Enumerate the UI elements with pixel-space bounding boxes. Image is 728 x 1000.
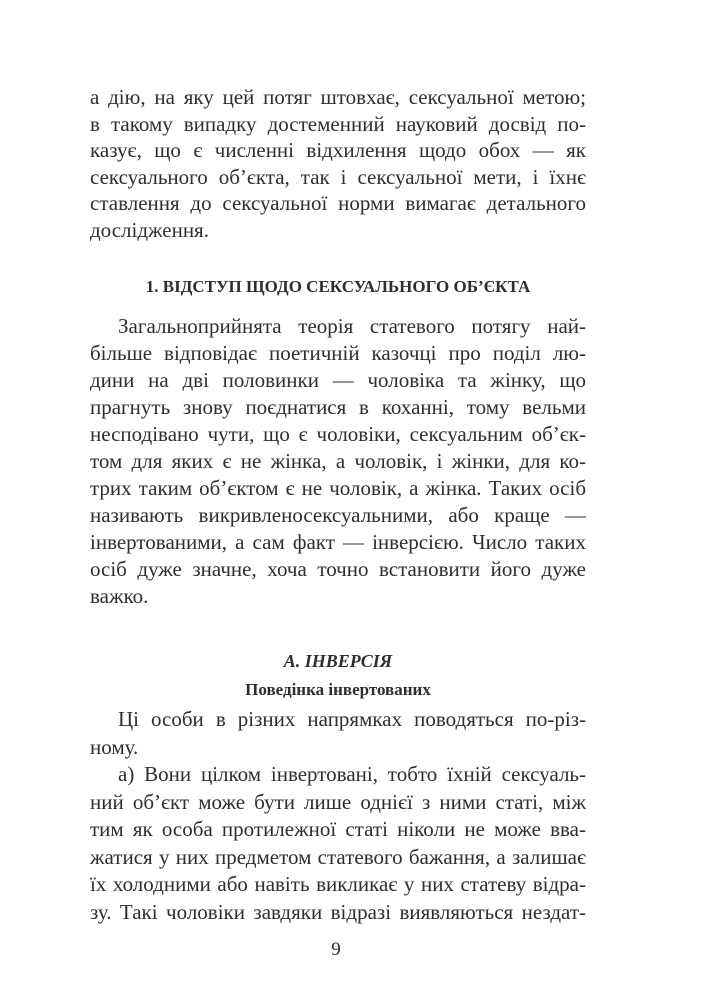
section-heading: 1. ВІДСТУП ЩОДО СЕКСУАЛЬНОГО ОБ’ЄКТА bbox=[145, 277, 531, 296]
page-number: 9 bbox=[331, 939, 341, 960]
text-line: більше відповідає поетичній казочці про поділ лю- bbox=[90, 341, 586, 365]
text-line: казує, що є численні відхилення щодо обох — як bbox=[90, 138, 586, 162]
text-line: том для яких є не жінка, а чоловік, і жінки, для ко- bbox=[90, 449, 586, 473]
text-line: жатися у них предметом статевого бажання, а залишає bbox=[90, 845, 586, 869]
subheading: А. ІНВЕРСІЯ bbox=[283, 651, 393, 671]
text-line: інвертованими, а сам факт — інверсією. Число таких bbox=[90, 530, 586, 554]
text-line: Ці особи в різних напрямках поводяться по-різ- bbox=[118, 707, 586, 731]
text-line: їх холодними або навіть викликає у них статеву відра- bbox=[90, 872, 586, 896]
text-line: тим як особа протилежної статі ніколи не може вва- bbox=[90, 817, 586, 841]
text-line: називають викривленосексуальними, або краще — bbox=[90, 503, 586, 527]
text-line: дослідження. bbox=[90, 218, 209, 242]
text-line: трих таким об’єктом є не чоловік, а жінка. Таких осіб bbox=[90, 476, 586, 500]
text-line: ставлення до сексуальної норми вимагає детального bbox=[90, 191, 586, 215]
text-line: а дію, на яку цей потяг штовхає, сексуальної метою; bbox=[90, 85, 586, 109]
text-line: Загальноприйнята теорія статевого потягу най- bbox=[118, 314, 586, 338]
text-line: а) Вони цілком інвертовані, тобто їхній сексуаль- bbox=[118, 762, 586, 786]
text-line: ному. bbox=[90, 735, 139, 759]
text-line: важко. bbox=[90, 584, 149, 608]
text-line: в такому випадку достеменний науковий досвід по- bbox=[90, 112, 586, 136]
text-line: дини на дві половинки — чоловіка та жінку, що bbox=[90, 368, 586, 392]
text-line: сексуального об’єкта, так і сексуальної мети, і їхнє bbox=[90, 165, 586, 189]
text-line: ний об’єкт може бути лише однієї з ними статі, між bbox=[90, 790, 586, 814]
text-line: осіб дуже значне, хоча точно встановити його дуже bbox=[90, 557, 586, 581]
text-line: прагнуть знову поєднатися в коханні, тому вельми bbox=[90, 395, 586, 419]
text-line: зу. Такі чоловіки завдяки відразі виявляються нездат- bbox=[90, 900, 586, 924]
text-line: несподівано чути, що є чоловіки, сексуальним об’єк- bbox=[90, 422, 586, 446]
subsubheading: Поведінка інвертованих bbox=[245, 680, 431, 699]
